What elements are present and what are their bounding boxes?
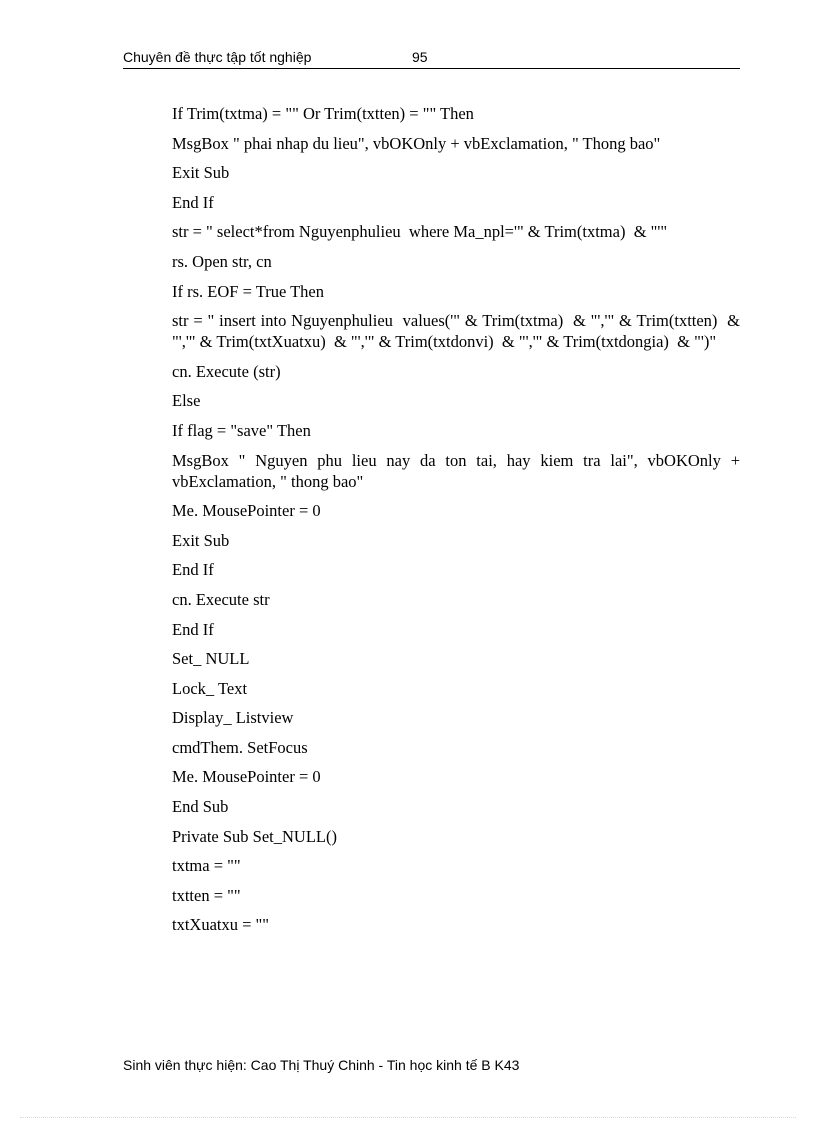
code-line: Exit Sub [172,163,230,183]
code-line: End If [172,619,214,639]
page-header [123,48,740,69]
code-line: Exit Sub [172,530,230,550]
document-title: Chuyên đề thực tập tốt nghiệp [123,49,312,65]
code-line: txtXuatxu = "" [172,915,270,935]
code-line: str = " select*from Nguyenphulieu where Ma_npl='" & Trim(txtma) & "'" [172,222,668,242]
code-line: End If [172,192,214,212]
page-number: 95 [412,49,428,65]
code-line: cn. Execute str [172,589,270,609]
code-line: MsgBox " phai nhap du lieu", vbOKOnly + vbExclamation, " Thong bao" [172,133,661,153]
code-line: Set_ NULL [172,649,250,669]
code-line: If Trim(txtma) = "" Or Trim(txtten) = "" Then [172,104,474,123]
code-line: Display_ Listview [172,708,294,728]
code-line: Else [172,391,201,411]
footer-text: Sinh viên thực hiện: Cao Thị Thuý Chinh - Tin học kinh tế B K43 [123,1057,520,1073]
page-footer [123,1057,519,1073]
code-line: If flag = "save" Then [172,420,311,440]
code-line: rs. Open str, cn [172,251,272,271]
page-bottom-divider [20,1117,796,1118]
code-line: MsgBox " Nguyen phu lieu nay da ton tai, hay kiem tra lai", vbOKOnly + vbExclamation, " thong bao" [172,450,745,491]
code-line: Private Sub Set_NULL() [172,826,337,846]
code-line: End If [172,560,214,580]
code-line: str = " insert into Nguyenphulieu values('" & Trim(txtma) & "','" & Trim(txtten) & "','" & Trim(txtXuatxu) & "','" & Trim(txtdonvi) & "','" & Trim(txtdongia) & "')" [172,311,745,352]
code-line: txtten = "" [172,885,241,905]
code-line: If rs. EOF = True Then [172,281,325,301]
code-listing [172,103,745,944]
code-line: Me. MousePointer = 0 [172,767,321,787]
code-line: Me. MousePointer = 0 [172,501,321,521]
code-line: txtma = "" [172,856,241,876]
code-line: cmdThem. SetFocus [172,737,308,757]
code-line: cn. Execute (str) [172,361,281,381]
code-line: End Sub [172,797,229,817]
code-line: Lock_ Text [172,678,248,698]
